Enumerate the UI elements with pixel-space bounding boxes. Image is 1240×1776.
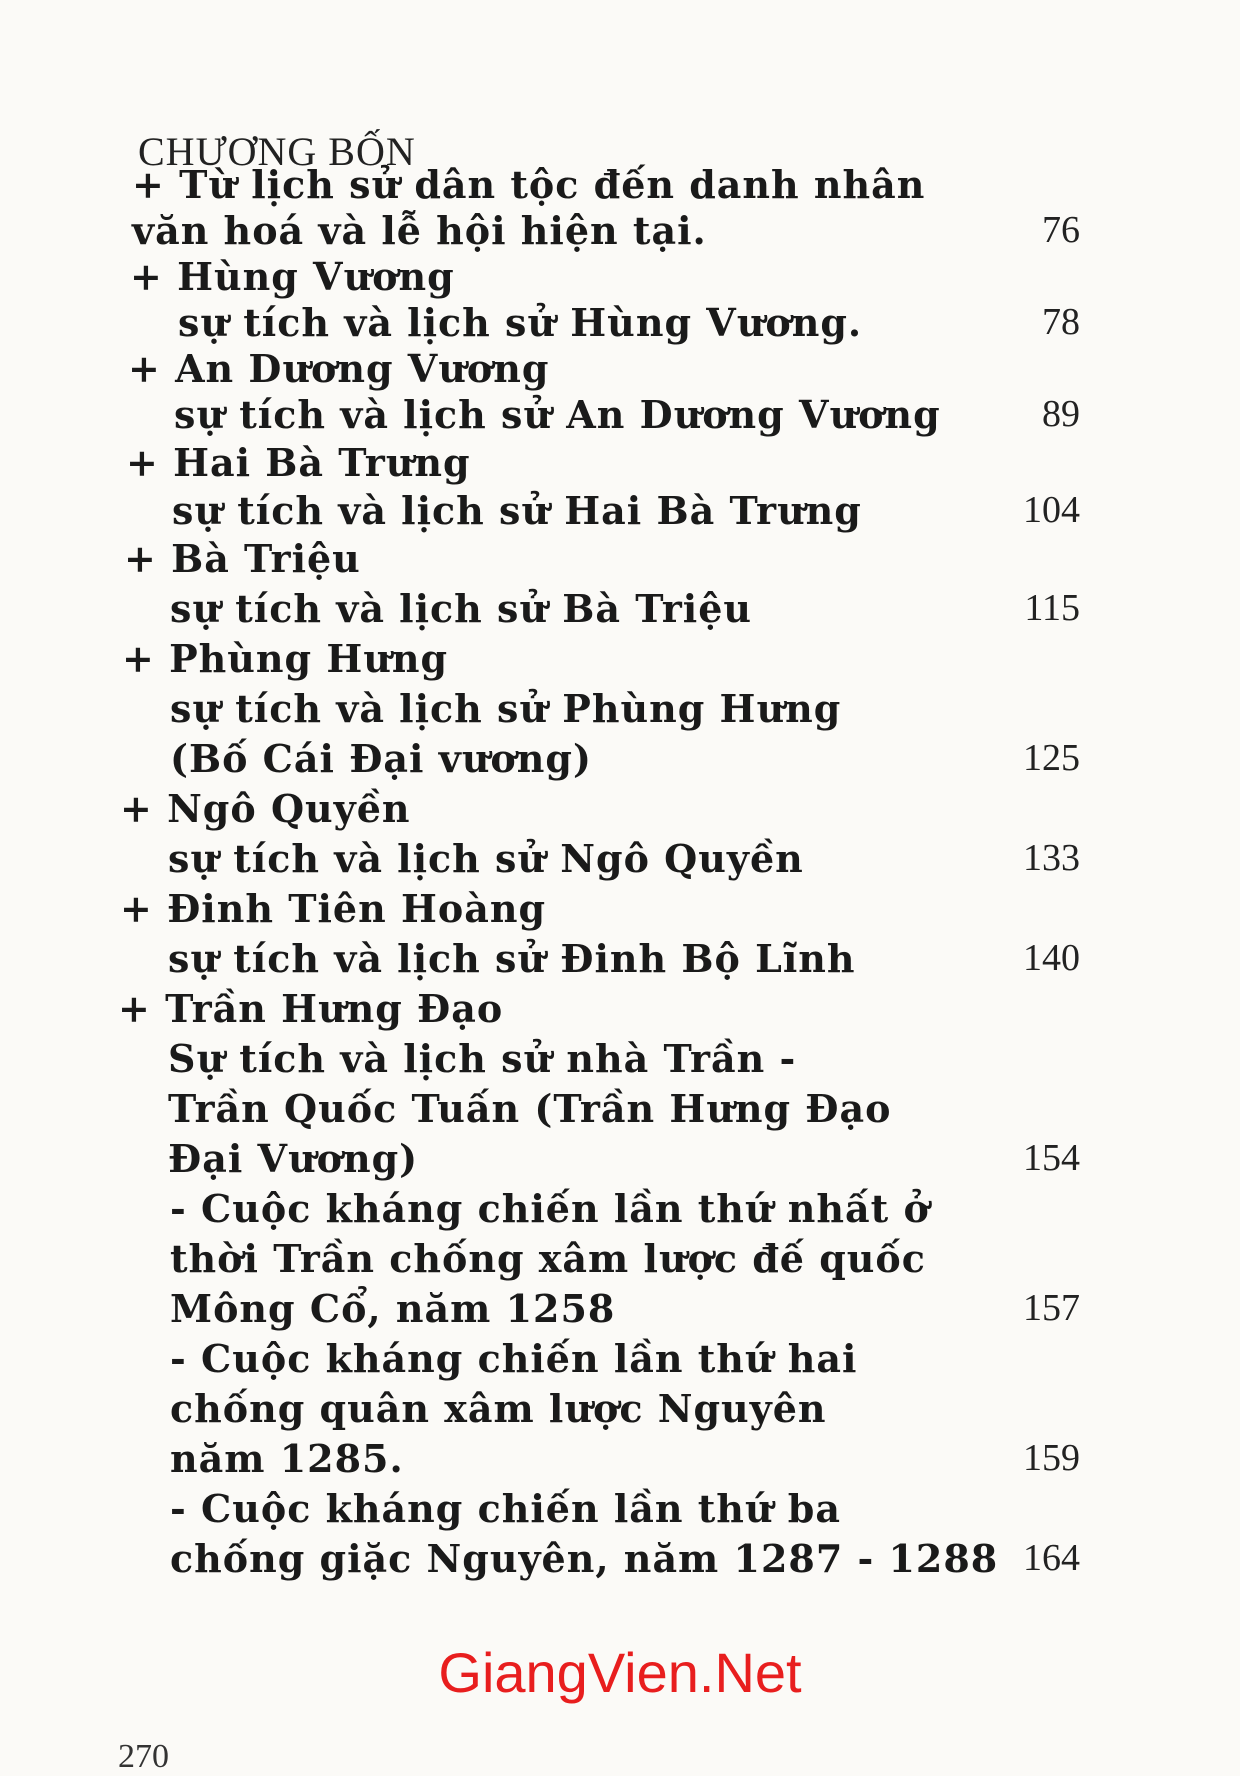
- toc-subentry-third-resistance-cont: chống giặc Nguyên, năm 1287 - 1288: [170, 1536, 999, 1581]
- toc-subentry-an-duong-vuong: sự tích và lịch sử An Dương Vương: [174, 392, 941, 437]
- toc-entry-intro-cont: văn hoá và lễ hội hiện tại.: [132, 208, 707, 253]
- watermark: GiangVien.Net: [438, 1641, 802, 1704]
- page-ref-third-resistance: 164: [1023, 1537, 1080, 1579]
- page-ref-intro: 76: [1042, 209, 1080, 251]
- page-ref-second-resistance: 159: [1023, 1437, 1080, 1479]
- page-ref-tran-hung-dao: 154: [1023, 1137, 1080, 1179]
- page-ref-hai-ba-trung: 104: [1023, 489, 1080, 531]
- toc-subentry-dai-vuong: Đại Vương): [168, 1136, 419, 1181]
- toc-subentry-ngo-quyen: sự tích và lịch sử Ngô Quyền: [168, 836, 804, 881]
- page-ref-hung-vuong: 78: [1042, 301, 1080, 343]
- toc-entry-dinh-tien-hoang: + Đinh Tiên Hoàng: [120, 886, 547, 931]
- toc-entry-an-duong-vuong: + An Dương Vương: [128, 346, 550, 391]
- toc-entry-ngo-quyen: + Ngô Quyền: [120, 786, 411, 831]
- toc-subentry-third-resistance: - Cuộc kháng chiến lần thứ ba: [170, 1486, 841, 1531]
- toc-subentry-ba-trieu: sự tích và lịch sử Bà Triệu: [170, 586, 753, 631]
- page-ref-ngo-quyen: 133: [1023, 837, 1080, 879]
- toc-subentry-first-resistance-cont: thời Trần chống xâm lược đế quốc: [170, 1236, 926, 1281]
- toc-subentry-first-resistance-year: Mông Cổ, năm 1258: [170, 1286, 616, 1331]
- toc-entry-tran-hung-dao: + Trần Hưng Đạo: [118, 986, 504, 1031]
- toc-entry-hung-vuong: + Hùng Vương: [130, 254, 455, 299]
- toc-subentry-second-resistance: - Cuộc kháng chiến lần thứ hai: [170, 1336, 858, 1381]
- page-ref-first-resistance: 157: [1023, 1287, 1080, 1329]
- page-number: 270: [118, 1738, 169, 1775]
- toc-subentry-dinh-bo-linh: sự tích và lịch sử Đinh Bộ Lĩnh: [168, 936, 856, 981]
- toc-entry-ba-trieu: + Bà Triệu: [124, 536, 361, 581]
- toc-subentry-hung-vuong: sự tích và lịch sử Hùng Vương.: [178, 300, 863, 345]
- toc-subentry-tran-quoc-tuan: Trần Quốc Tuấn (Trần Hưng Đạo: [168, 1086, 892, 1131]
- toc-entry-intro: + Từ lịch sử dân tộc đến danh nhân: [132, 162, 926, 207]
- page-ref-an-duong-vuong: 89: [1042, 393, 1080, 435]
- toc-subentry-phung-hung-cont: (Bố Cái Đại vương): [170, 736, 592, 781]
- page-ref-ba-trieu: 115: [1024, 587, 1080, 629]
- toc-entry-hai-ba-trung: + Hai Bà Trưng: [126, 440, 471, 485]
- page-ref-dinh-bo-linh: 140: [1023, 937, 1080, 979]
- toc-subentry-phung-hung: sự tích và lịch sử Phùng Hưng: [170, 686, 842, 731]
- toc-subentry-second-resistance-cont: chống quân xâm lược Nguyên: [170, 1386, 827, 1431]
- toc-subentry-first-resistance: - Cuộc kháng chiến lần thứ nhất ở: [170, 1186, 930, 1231]
- toc-subentry-hai-ba-trung: sự tích và lịch sử Hai Bà Trưng: [172, 488, 862, 533]
- page-ref-phung-hung: 125: [1023, 737, 1080, 779]
- toc-subentry-nha-tran: Sự tích và lịch sử nhà Trần -: [168, 1036, 797, 1081]
- toc-subentry-second-resistance-year: năm 1285.: [170, 1436, 404, 1481]
- toc-entry-phung-hung: + Phùng Hưng: [122, 636, 449, 681]
- chapter-heading: CHƯƠNG BỐN: [138, 129, 416, 174]
